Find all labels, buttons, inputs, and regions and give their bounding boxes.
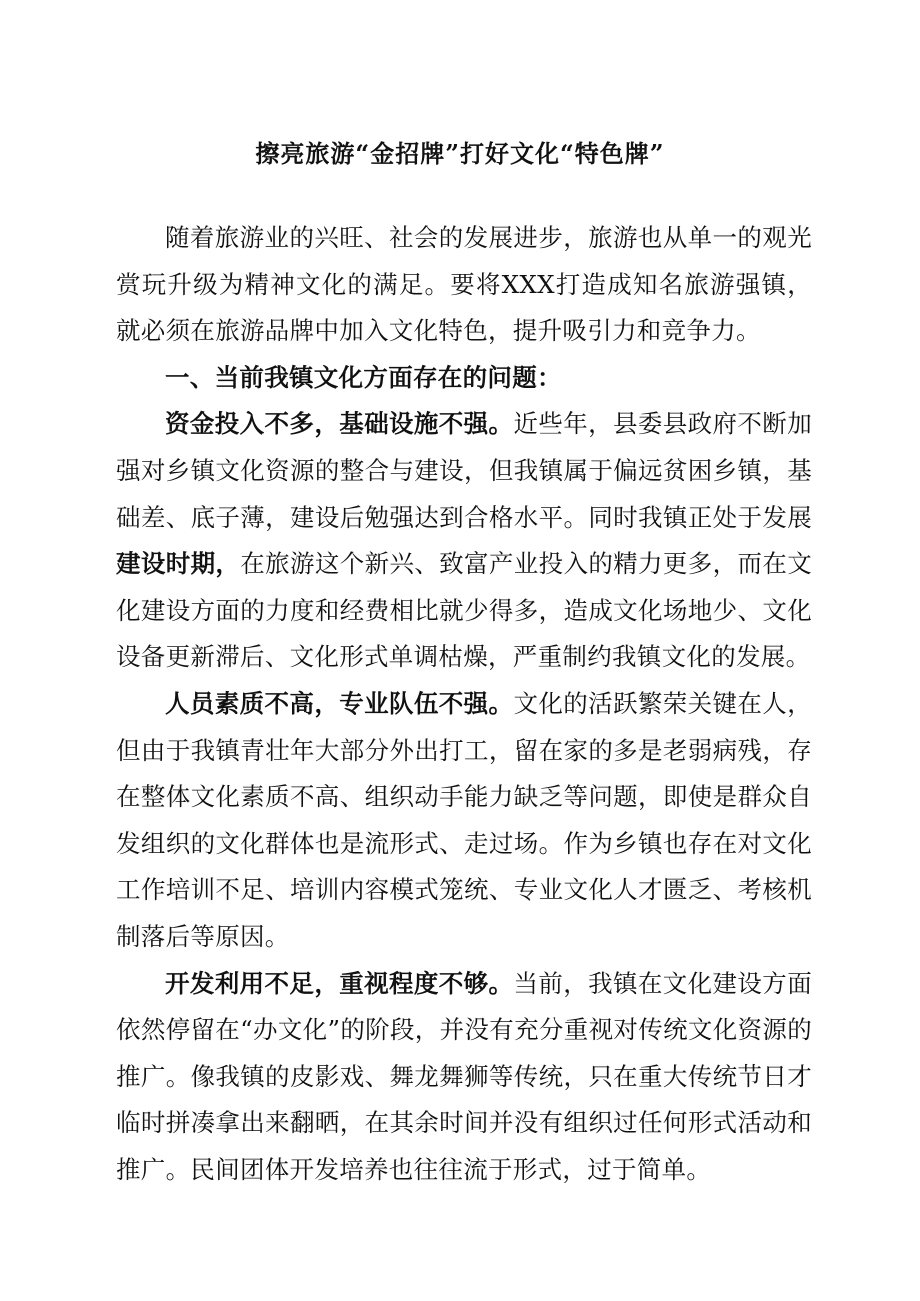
paragraph-text: 文化的活跃繁荣关键在人，但由于我镇青壮年大部分外出打工，留在家的多是老弱病残，存在整体文化素质不高、组织动手能力缺乏等问题，即使是群众自发组织的文化群体也是流形式、走过场。作为乡镇也存在对文化工作培训不足、培训内容模式笼统、专业文化人才匮乏、考核机制落后等原因。	[116, 688, 812, 951]
paragraph-text: 在旅游这个新兴、致富产业投入的精力更多，而在文化建设方面的力度和经费相比就少得多，造成文化场地少、文化设备更新滞后、文化形式单调枯燥，严重制约我镇文化的发展。	[116, 549, 812, 672]
paragraph-lead: 资金投入不多，基础设施不强。	[165, 409, 514, 439]
paragraph-funding	[116, 401, 812, 681]
section-heading: 一、当前我镇文化方面存在的问题：	[165, 362, 562, 392]
paragraph-text: 近些年，县委县政府不断加强对乡镇文化资源的整合与建设，但我镇属于偏远贫困乡镇，基础差、底子薄，建设后勉强达到合格水平。同时我镇正处于发展	[116, 409, 812, 532]
paragraph-lead: 开发利用不足，重视程度不够。	[165, 968, 514, 998]
paragraph-emphasis: 建设时期，	[116, 549, 241, 579]
paragraph-personnel	[116, 681, 812, 961]
paragraph-text: 当前，我镇在文化建设方面依然停留在“办文化”的阶段，并没有充分重视对传统文化资源的推广。像我镇的皮影戏、舞龙舞狮等传统，只在重大传统节日才临时拼凑拿出来翻晒，在其余时间并没有组织过任何形式活动和推广。民间团体开发培养也往往流于形式，过于简单。	[116, 968, 812, 1184]
paragraph-lead: 人员素质不高，专业队伍不强。	[165, 688, 514, 718]
intro-paragraph: 随着旅游业的兴旺、社会的发展进步，旅游也从单一的观光赏玩升级为精神文化的满足。要将XXX打造成知名旅游强镇，就必须在旅游品牌中加入文化特色，提升吸引力和竞争力。	[116, 223, 812, 346]
document-body	[116, 215, 812, 1193]
document-title: 擦亮旅游“金招牌”打好文化“特色牌”	[255, 139, 665, 168]
paragraph-development	[116, 961, 812, 1194]
